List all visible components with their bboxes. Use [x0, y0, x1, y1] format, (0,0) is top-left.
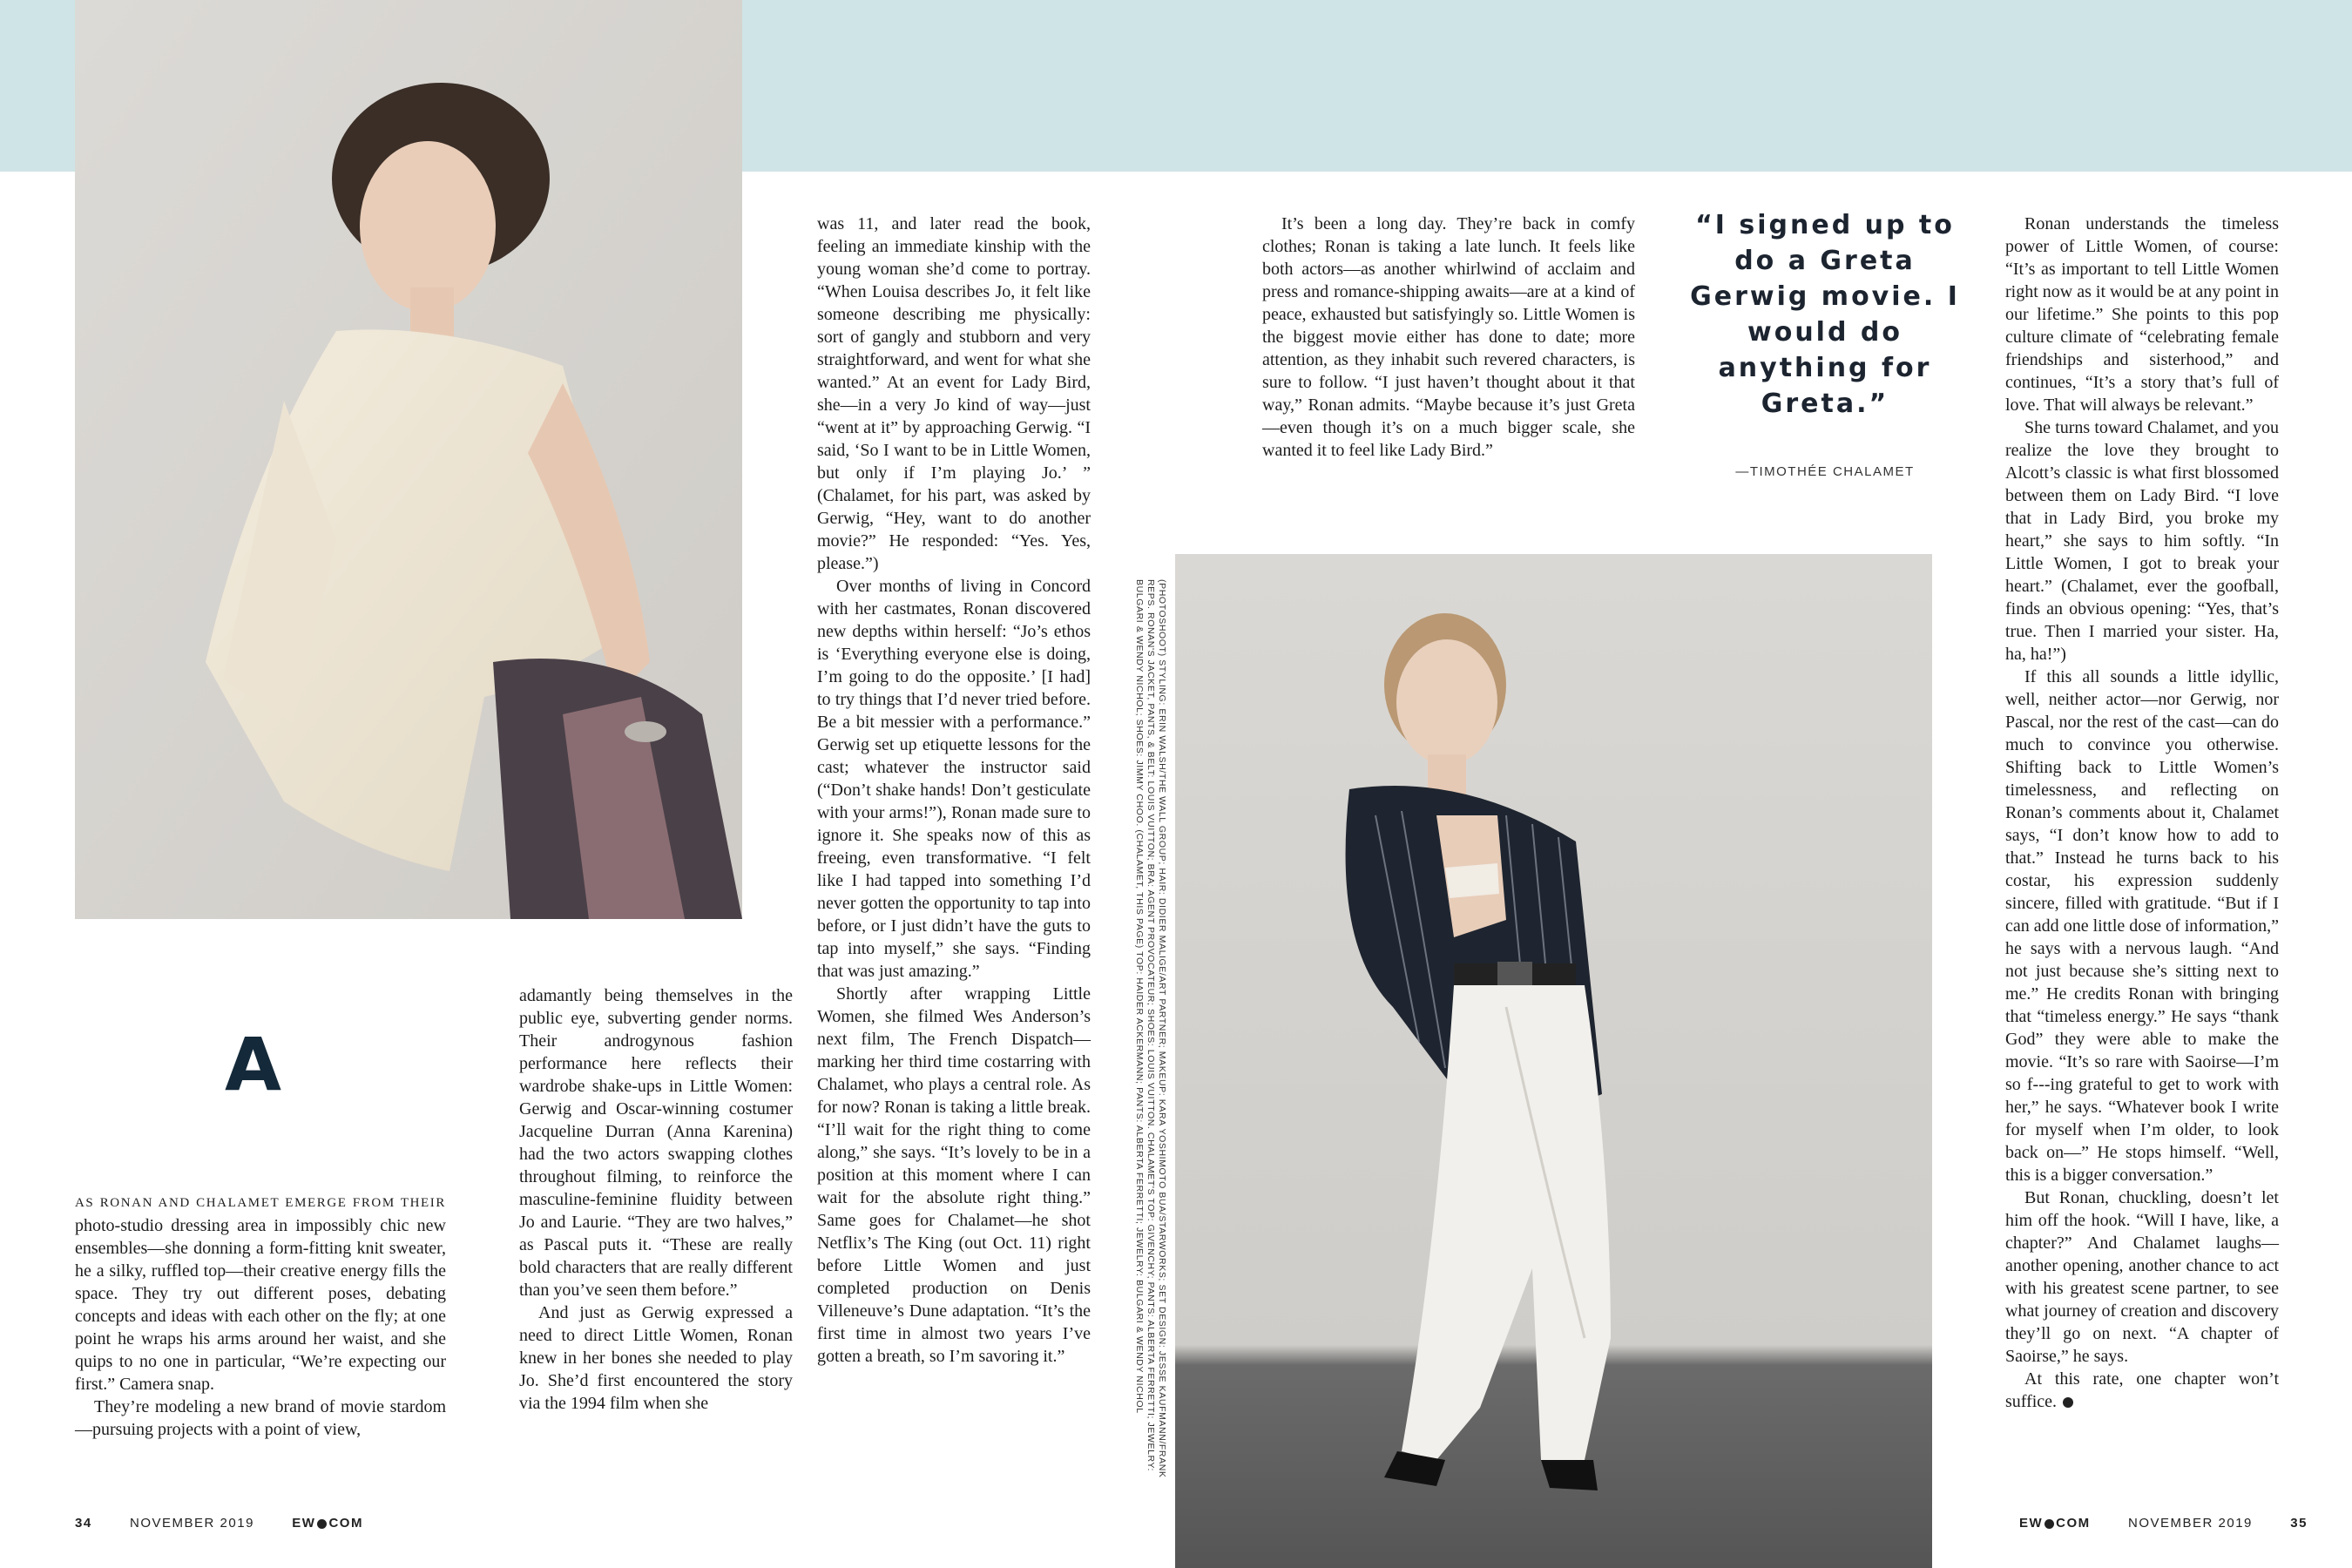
site-name-right: EW COM	[2019, 1516, 2091, 1531]
article-column-2	[519, 984, 793, 1415]
article-column-1	[75, 1190, 446, 1441]
portrait-photo-chalamet	[75, 0, 742, 919]
page-number-left: 34	[75, 1516, 92, 1531]
article-column-5	[2005, 213, 2279, 1413]
paragraph: It’s been a long day. They’re back in comfy clothes; Ronan is taking a late lunch. It feels like both actors—as another whirlwind of acclaim and press and romance-shipping awaits—are at a kind of peace, exhausted but satisfyingly so. Little Women is the biggest movie either has done to date; more attention, as they inhabit such revered characters, is sure to follow. “I just haven’t thought about it that way,” Ronan admits. “Maybe because it’s just Greta—even though it’s on a much bigger scale, she wanted it to feel like Lady Bird.”	[1262, 214, 1635, 460]
paragraph: Over months of living in Concord with her castmates, Ronan discovered new depths within herself: “Jo’s ethos is ‘Everything everyone else is doing, I’m going to do the opposite.’ [I had] to try things that I’d never tried before. Be a bit messier with a performance.” Gerwig set up etiquette lessons for the cast; whatever the instructor said (“Don’t shake hands! Don’t gesticulate with your arms!”), Ronan made sure to ignore it. She speaks now of this as freeing, even transformative. “I felt like I had tapped into something I’d never gotten the opportunity to tap into before, or I just didn’t have the guts to tap into myself,” she says. “Finding that was just amazing.”	[817, 577, 1091, 981]
paragraph: They’re modeling a new brand of movie stardom—pursuing projects with a point of view,	[75, 1397, 446, 1439]
issue-date-left: NOVEMBER 2019	[130, 1516, 254, 1531]
paragraph: adamantly being themselves in the public eye, subverting gender norms. Their androgynous fashion performance here reflects their wardrobe shake-ups in Little Women: Gerwig and Oscar-winning costumer Jacqueline Durran (Anna Karenina) had the two actors swapping clothes throughout filming, to reinforce the masculine-feminine fluidity between Jo and Laurie. “They are two halves,” as Pascal puts it. “These are really bold characters that are really different than you’ve seen them before.”	[519, 986, 793, 1300]
paragraph: was 11, and later read the book, feeling an immediate kinship with the young woman she’d come to portray. “When Louisa describes Jo, it felt like someone describing me physically: sort of gangly and stubborn and very straightforward, and went for what she wanted.” At an event for Lady Bird, she—in a very Jo kind of way—just “went at it” by approaching Gerwig. “I said, ‘So I want to be in Little Women, but only if I’m playing Jo.’ ” (Chalamet, for his part, was asked by Gerwig, “Hey, want to do another movie?” He responded: “Yes. Yes, please.”)	[817, 214, 1091, 573]
paragraph: Ronan understands the timeless power of Little Women, of course: “It’s as important to tell Little Women right now as it would be at any point in our lifetime.” She points to this pop culture climate of “celebrating female friendships and sisterhood,” and continues, “It’s a story that’s full of love. That will always be relevant.”	[2005, 214, 2279, 415]
pull-quote-attribution: —TIMOTHÉE CHALAMET	[1735, 464, 1915, 479]
article-column-3	[817, 213, 1091, 1368]
folio-left	[75, 1516, 363, 1531]
paragraph: Shortly after wrapping Little Women, she filmed Wes Anderson’s next film, The French Dispatch—marking her third time costarring with Chalamet, who plays a central role. As for now? Ronan is taking a little break. “I’ll wait for the right thing to come along,” she says. “It’s lovely to be in a position at this moment where I can wait for the absolute right thing.” Same goes for Chalamet—he shot Netflix’s The King (out Oct. 11) right before Little Women and just completed production on Denis Villeneuve’s Dune adaptation. “It’s the first time in almost two years I’ve gotten a breath, so I’m savoring it.”	[817, 984, 1091, 1366]
site-name-left: EW COM	[292, 1516, 363, 1531]
issue-date-right: NOVEMBER 2019	[2128, 1516, 2253, 1531]
portrait-photo-ronan	[1175, 554, 1932, 1568]
dot-icon	[2044, 1519, 2054, 1529]
paragraph: If this all sounds a little idyllic, well, neither actor—nor Gerwig, nor Pascal, nor the rest of the cast—can do much to convince you otherwise. Shifting back to Little Women’s timelessness, and reflecting on Ronan’s comments about it, Chalamet says, “I don’t know how to add to that.” Instead he turns back to his costar, his expression suddenly sincere, filled with gratitude. “But if I can add one little dose of information,” he says with a nervous laugh. “And not just because she’s sitting next to me.” He credits Ronan with bringing that “timeless energy.” He says “thank God” they were able to make the movie. “It’s so rare with Saoirse—I’m so f---ing grateful to get to work with her,” he says. “Whatever book I write for myself when I’m older, to look back on—” He stops himself. “Well, this is a bigger conversation.”	[2005, 667, 2279, 1185]
lead-in-small-caps: AS RONAN AND CHALAMET EMERGE FROM THEIR	[75, 1196, 446, 1210]
folio-right	[2019, 1516, 2308, 1531]
drop-cap: A	[225, 1022, 282, 1107]
article-column-4	[1262, 213, 1635, 462]
paragraph: photo-studio dressing area in impossibly chic new ensembles—she donning a form-fitting knit sweater, he a silky, ruffled top—their creative energy fills the space. They try out different poses, debating concepts and ideas with each other on the fly; at one point he wraps his arms around her waist, and she quips to no one in particular, “We’re expecting our first.” Camera snap.	[75, 1216, 446, 1394]
pull-quote: “I signed up to do a Greta Gerwig movie. I would do anything for Greta.”	[1690, 210, 1960, 419]
photo-credit-text: (PHOTOSHOOT) STYLING: ERIN WALSH/THE WALL GROUP; HAIR: DIDIER MALIGE/ART PARTNER; MAKEUP: KARA YOSHIMOTO BUA/STARWORKS; SET DESIGN: JESSE KAUFMANN/FRANK REPS. RONAN'S JACKET, PANTS, & BELT: LOUIS VUITTON; BRA: AGENT PROVOCATEUR; SHOES: LOUIS VUITTON. CHALAMET'S TOP: GIVENCHY; PANTS: ALBERTA FERRETTI; JEWELRY: BULGARI & WENDY NICHOL; SHOES: JIMMY CHOO. (CHALAMET, THIS PAGE) TOP: HAIDER ACKERMANN; PANTS: ALBERTA FERRETTI; JEWELRY: BULGARI & WENDY NICHOL	[1134, 579, 1167, 1478]
dot-icon	[317, 1519, 327, 1529]
paragraph: At this rate, one chapter won’t suffice.	[2005, 1369, 2279, 1411]
paragraph: She turns toward Chalamet, and you realize the love they brought to Alcott’s classic is what first blossomed between them on Lady Bird. “I love that in Lady Bird, you broke my heart,” she says to him softly. “In Little Women, I got to break your heart.” (Chalamet, ever the goofball, finds an obvious opening: “Yes, that’s true. Then I married your sister. Ha, ha, ha!”)	[2005, 418, 2279, 664]
page-number-right: 35	[2290, 1516, 2308, 1531]
end-mark-icon	[2063, 1397, 2073, 1408]
paragraph: But Ronan, chuckling, doesn’t let him off the hook. “Will I have, like, a chapter?” And Chalamet laughs—another opening, another chance to act with his greatest scene partner, to see what journey of creation and discovery they’ll go on next. “A chapter of Saoirse,” he says.	[2005, 1188, 2279, 1366]
photo-credit	[1132, 579, 1167, 1494]
paragraph: And just as Gerwig expressed a need to direct Little Women, Ronan knew in her bones she needed to play Jo. She’d first encountered the story via the 1994 film when she	[519, 1303, 793, 1413]
